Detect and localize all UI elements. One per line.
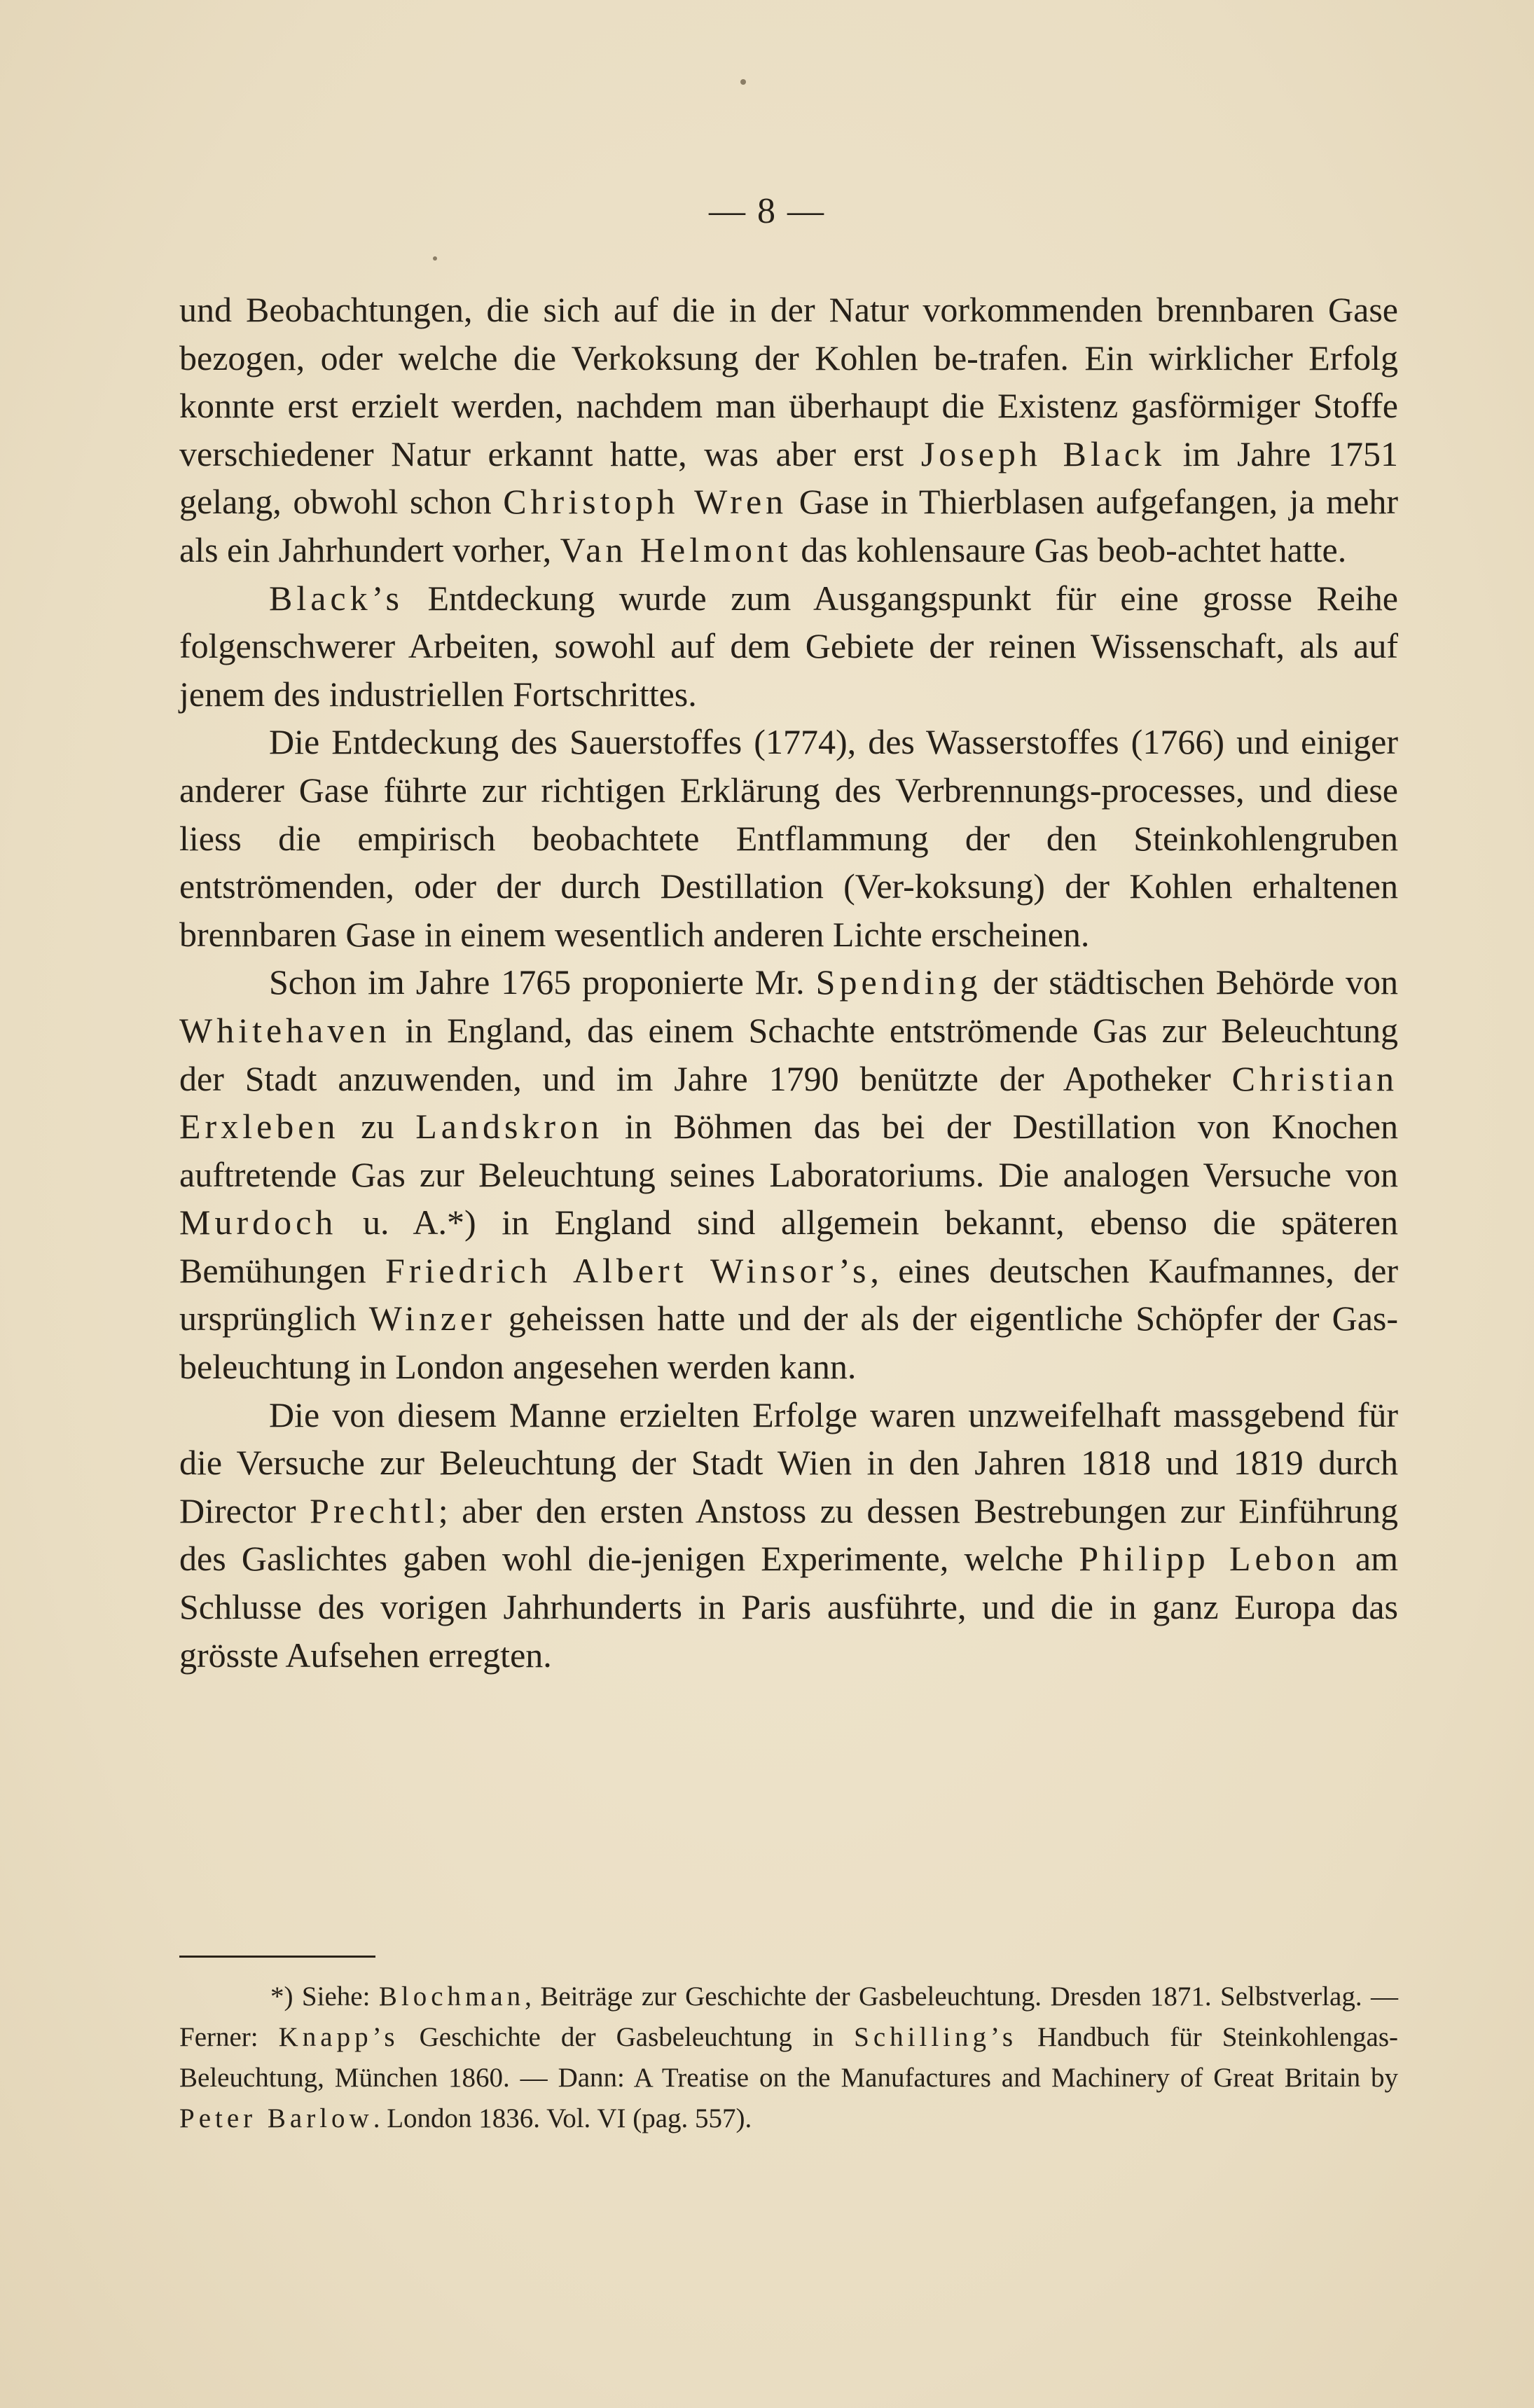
text-run: Die Entdeckung des Sauerstoffes (1774), des Wasserstoffes (1766) und einiger anderer Gase führte zur richtigen Erklärung des Verbrennungs-processes, und diese liess die empirisch beobachtete Entflammung der den Steinkohlengruben entströmenden, oder der durch Destillation (Ver-koksung) der Kohlen erhaltenen brennbaren Gase in einem wesentlich anderen Lichte erscheinen. <box>179 722 1398 954</box>
paragraph <box>179 574 1398 719</box>
spaced-name: Schilling’s <box>854 2022 1018 2052</box>
ink-speck <box>433 256 437 261</box>
paragraph <box>179 958 1398 1390</box>
text-run: . London 1836. Vol. VI (pag. 557). <box>373 2103 752 2133</box>
spaced-name: Whitehaven <box>179 1010 391 1050</box>
spaced-name: Murdoch <box>179 1203 338 1243</box>
spaced-name: Winzer <box>368 1299 496 1338</box>
spaced-name: Philipp Lebon <box>1079 1539 1340 1579</box>
text-run: Die von diesem Manne erzielten Erfolge waren unzweifelhaft massgebend für die Versuche zur Beleuchtung der Stadt Wien in den Jahren 1818 und 1819 durch Director <box>179 1395 1398 1530</box>
text-run: in England, das einem Schachte entströmende Gas zur Beleuchtung der Stadt anzuwenden, und im Jahre 1790 benützte der Apotheker <box>179 1010 1398 1098</box>
text-run: Gase in Thierblasen aufgefangen, ja mehr als ein Jahrhundert vorher, <box>179 482 1399 569</box>
spaced-name: Landskron <box>415 1107 604 1147</box>
text-run: Schon im Jahre 1765 proponierte Mr. <box>269 962 816 1002</box>
text-run: ; aber den ersten Anstoss zu dessen Bestrebungen zur Einführung des Gaslichtes gaben wohl die-jenigen Experimente, welche <box>179 1490 1399 1579</box>
paragraph <box>179 1391 1398 1680</box>
spaced-name: Black’s <box>269 578 403 618</box>
text-run: im Jahre 1751 gelang, obwohl schon <box>179 434 1399 522</box>
text-run: geheissen hatte und der als der eigentliche Schöpfer der Gas-beleuchtung in London angesehen werden kann. <box>179 1299 1398 1387</box>
spaced-name: Christian Erxleben <box>179 1058 1398 1147</box>
text-run: *) Siehe: <box>270 1981 379 2012</box>
paragraph <box>179 286 1398 574</box>
text-run: Entdeckung wurde zum Ausgangspunkt für eine grosse Reihe folgenschwerer Arbeiten, sowohl auf dem Gebiete der reinen Wissenschaft, als auf jenem des industriellen Fortschrittes. <box>179 578 1398 714</box>
spaced-name: Christoph Wren <box>503 482 788 522</box>
spaced-name: Knapp’s <box>278 2022 399 2052</box>
text-run: Handbuch für Steinkohlengas-Beleuchtung, München 1860. — Dann: A Treatise on the Manufactures and Machinery of Great Britain by <box>179 2022 1399 2093</box>
footnote <box>179 1977 1398 2139</box>
spaced-name: Blochman <box>378 1981 525 2012</box>
text-run: , Beiträge zur Geschichte der Gasbeleuchtung. Dresden 1871. Selbstverlag. — Ferner: <box>179 1981 1398 2052</box>
text-run: , eines deutschen Kaufmannes, der ursprünglich <box>179 1250 1398 1338</box>
spaced-name: Joseph Black <box>920 434 1166 473</box>
paragraph <box>179 718 1398 958</box>
footnote-text <box>179 1977 1398 2139</box>
footnote-divider <box>179 1956 375 1958</box>
text-run: u. A.*) in England sind allgemein bekannt, ebenso die späteren Bemühungen <box>179 1203 1398 1290</box>
text-run: und Beobachtungen, die sich auf die in der Natur vorkommenden brennbaren Gase bezogen, oder welche die Verkoksung der Kohlen be-trafen. Ein wirklicher Erfolg konnte erst erzielt werden, nachdem man überhaupt die Existenz gasförmiger Stoffe verschiedener Natur erkannt hatte, was aber erst <box>179 290 1398 473</box>
text-run: das kohlensaure Gas beob-achtet hatte. <box>792 530 1347 569</box>
spaced-name: Spending <box>815 962 982 1002</box>
text-run: am Schlusse des vorigen Jahrhunderts in Paris ausführte, und die in ganz Europa das grösste Aufsehen erregten. <box>179 1539 1398 1675</box>
spaced-name: Prechtl <box>310 1490 438 1530</box>
text-run: der städtischen Behörde von <box>981 962 1398 1002</box>
spaced-name: Friedrich Albert Winsor’s <box>385 1250 871 1290</box>
text-run: Geschichte der Gasbeleuchtung in <box>399 2022 855 2052</box>
ink-speck <box>740 79 746 85</box>
spaced-name: Van Helmont <box>560 530 792 569</box>
page-number: — 8 — <box>709 191 825 231</box>
text-run: zu <box>339 1107 416 1147</box>
text-run: in Böhmen das bei der Destillation von Knochen auftretende Gas zur Beleuchtung seines Laboratoriums. Die analogen Versuche von <box>179 1107 1398 1194</box>
body-text <box>179 286 1398 1679</box>
spaced-name: Peter Barlow <box>179 2103 373 2133</box>
